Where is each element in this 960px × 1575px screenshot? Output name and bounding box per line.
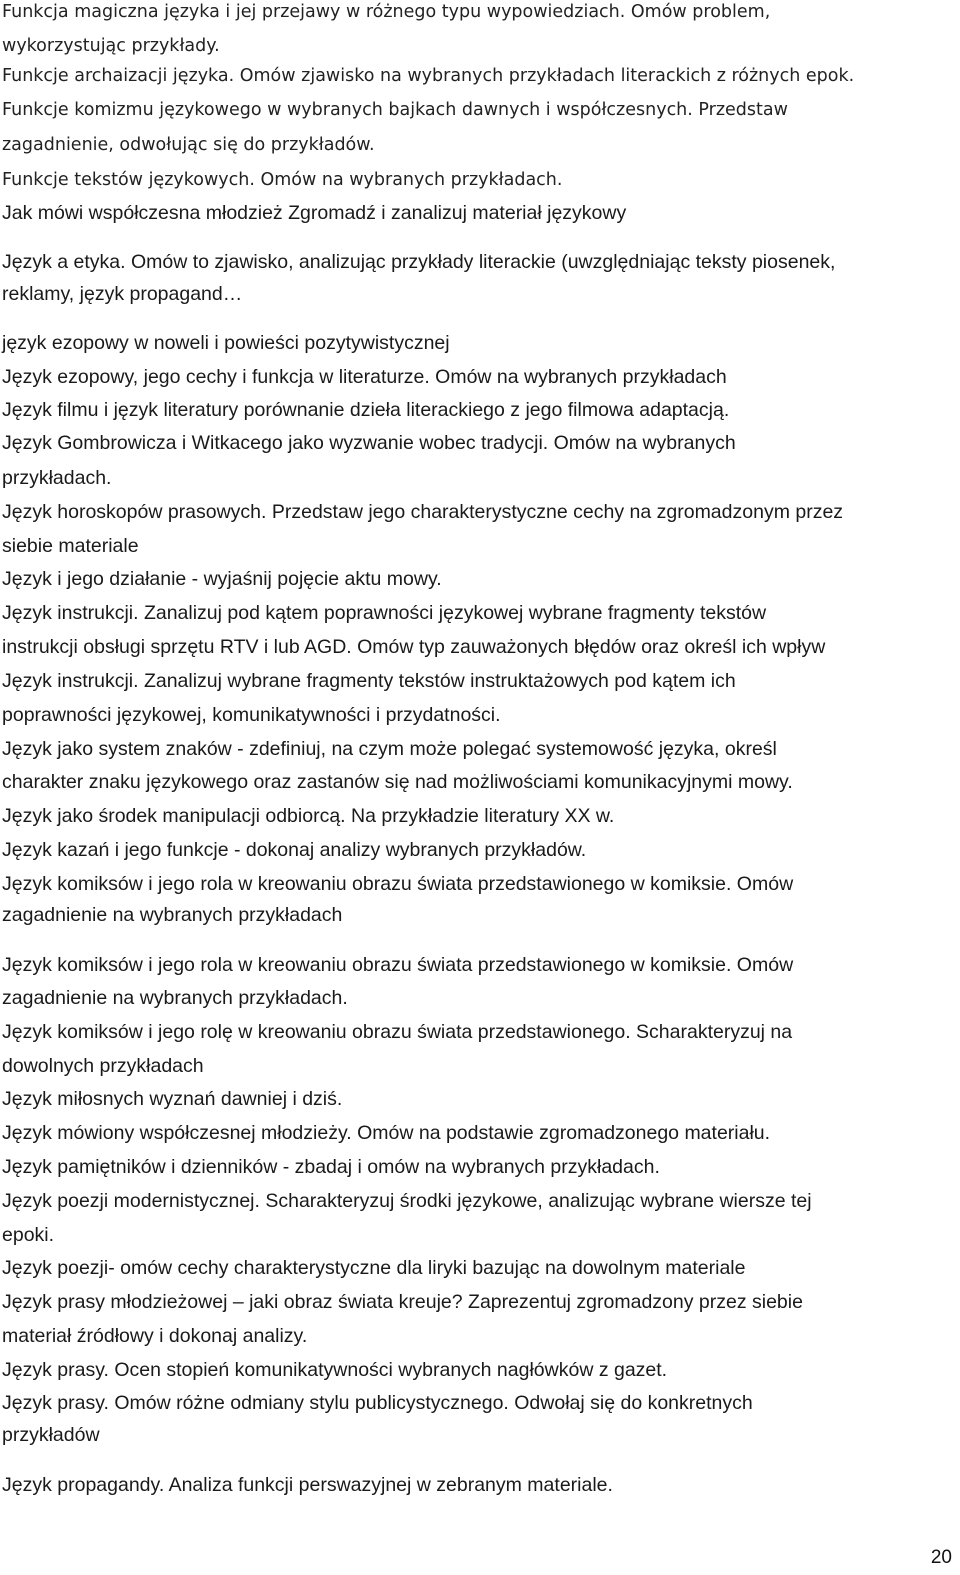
text-line: zagadnienie na wybranych przykładach. [2,987,348,1009]
text-line: Język propagandy. Analiza funkcji perswazyjnej w zebranym materiale. [2,1474,613,1496]
text-line: Funkcje archaizacji języka. Omów zjawisko na wybranych przykładach literackich z różnych epok. [2,66,855,86]
text-line: przykładach. [2,467,112,489]
text-line: Język horoskopów prasowych. Przedstaw jego charakterystyczne cechy na zgromadzonym przez [2,501,844,523]
text-line: Język filmu i język literatury porównanie dzieła literackiego z jego filmowa adaptacją. [2,399,730,421]
text-line: Język instrukcji. Zanalizuj pod kątem poprawności językowej wybrane fragmenty tekstów [2,602,767,624]
text-line: wykorzystując przykłady. [2,36,220,56]
text-line: Język komiksów i jego rolę w kreowaniu obrazu świata przedstawionego. Scharakteryzuj na [2,1021,793,1043]
text-line: Funkcja magiczna języka i jej przejawy w różnego typu wypowiedziach. Omów problem, [2,2,771,22]
text-line: dowolnych przykładach [2,1055,204,1077]
page-number: 20 [930,1547,952,1568]
text-line: Język prasy młodzieżowej – jaki obraz świata kreuje? Zaprezentuj zgromadzony przez siebie [2,1291,803,1313]
text-line: Język poezji- omów cechy charakterystyczne dla liryki bazując na dowolnym materiale [2,1257,746,1279]
text-line: Język prasy. Omów różne odmiany stylu publicystycznego. Odwołaj się do konkretnych [2,1392,753,1414]
text-line: Funkcje tekstów językowych. Omów na wybranych przykładach. [2,170,563,190]
text-line: poprawności językowej, komunikatywności i przydatności. [2,704,501,726]
text-line: Język komiksów i jego rola w kreowaniu obrazu świata przedstawionego w komiksie. Omów [2,954,794,976]
text-line: siebie materiale [2,535,139,557]
text-line: zagadnienie, odwołując się do przykładów. [2,135,375,155]
text-line: Funkcje komizmu językowego w wybranych bajkach dawnych i współczesnych. Przedstaw [2,100,788,120]
text-line: Język kazań i jego funkcje - dokonaj analizy wybranych przykładów. [2,839,587,861]
text-line: Język i jego działanie - wyjaśnij pojęcie aktu mowy. [2,568,442,590]
text-line: Język instrukcji. Zanalizuj wybrane fragmenty tekstów instruktażowych pod kątem ich [2,670,736,692]
text-line: Język ezopowy, jego cechy i funkcja w literaturze. Omów na wybranych przykładach [2,366,727,388]
text-line: przykładów [2,1424,100,1446]
text-line: Język prasy. Ocen stopień komunikatywności wybranych nagłówków z gazet. [2,1359,668,1381]
text-line: Język jako system znaków - zdefiniuj, na czym może polegać systemowość języka, określ [2,738,777,760]
text-line: Język pamiętników i dzienników - zbadaj i omów na wybranych przykładach. [2,1156,660,1178]
text-line: Jak mówi współczesna młodzież Zgromadź i zanalizuj materiał językowy [2,202,627,224]
text-line: Język komiksów i jego rola w kreowaniu obrazu świata przedstawionego w komiksie. Omów [2,873,794,895]
text-line: reklamy, język propagand… [2,283,243,305]
text-line: Język mówiony współczesnej młodzieży. Omów na podstawie zgromadzonego materiału. [2,1122,771,1144]
text-line: Język jako środek manipulacji odbiorcą. Na przykładzie literatury XX w. [2,805,615,827]
text-line: Język miłosnych wyznań dawniej i dziś. [2,1088,343,1110]
text-line: Język Gombrowicza i Witkacego jako wyzwanie wobec tradycji. Omów na wybranych [2,432,736,454]
text-line: język ezopowy w noweli i powieści pozytywistycznej [2,332,450,354]
text-line: epoki. [2,1224,55,1246]
text-line: materiał źródłowy i dokonaj analizy. [2,1325,308,1347]
text-line: charakter znaku językowego oraz zastanów się nad możliwościami komunikacyjnymi mowy. [2,771,793,793]
text-line: Język a etyka. Omów to zjawisko, analizując przykłady literackie (uwzględniając teksty piosenek, [2,251,836,273]
text-line: zagadnienie na wybranych przykładach [2,904,343,926]
text-line: Język poezji modernistycznej. Scharakteryzuj środki językowe, analizując wybrane wiersze tej [2,1190,812,1212]
text-line: instrukcji obsługi sprzętu RTV i lub AGD. Omów typ zauważonych błędów oraz określ ich wpływ [2,636,826,658]
